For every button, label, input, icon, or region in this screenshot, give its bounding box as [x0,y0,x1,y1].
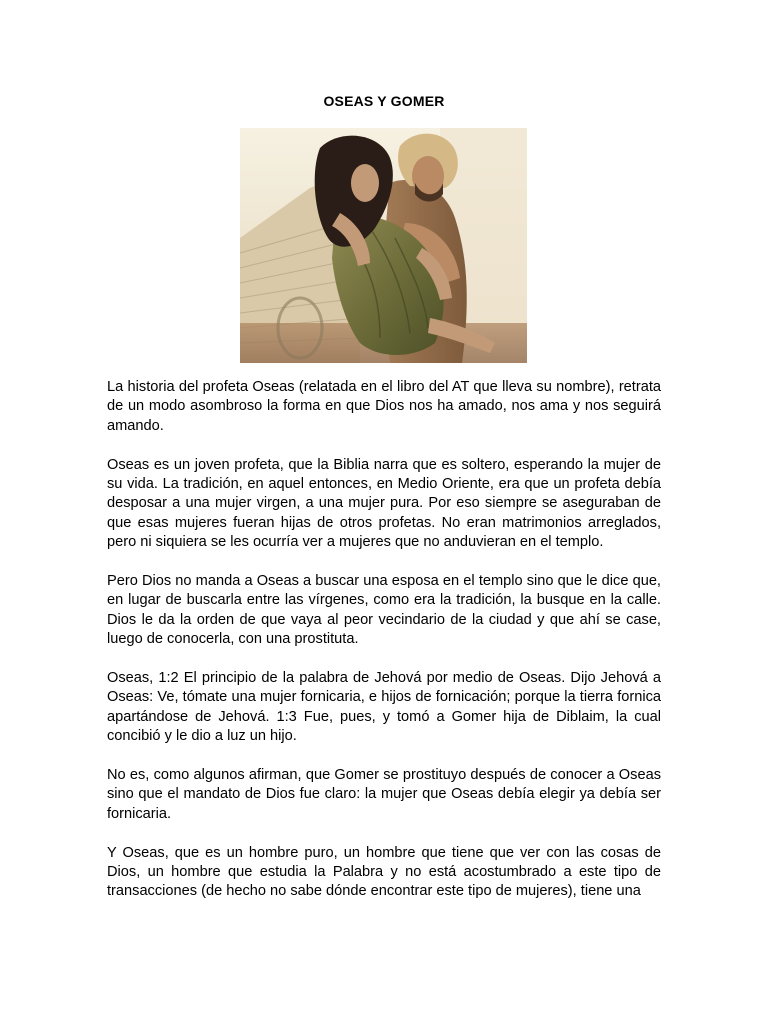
paragraph: Y Oseas, que es un hombre puro, un hombre que tiene que ver con las cosas de Dios, un hombre que estudia la Palabra y no está acostumbrado a este tipo de transacciones (de hecho no sabe dónde encontrar este tipo de mujeres), tiene una [107,844,661,900]
paragraph: Pero Dios no manda a Oseas a buscar una esposa en el templo sino que le dice que, en lugar de buscarla entre las vírgenes, como era la tradición, la busque en la calle. Dios le da la orden de que vaya al peor vecindario de la ciudad y que ahí se case, luego de conocerla, con una prostituta. [107,573,661,648]
paragraph: Oseas, 1:2 El principio de la palabra de Jehová por medio de Oseas. Dijo Jehová a Oseas: Ve, tómate una mujer fornicaria, e hijos de fornicación; porque la tierra fornica apartándose de Jehová. 1:3 Fue, pues, y tomó a Gomer hija de Diblaim, la cual concibió y le dio a luz un hijo. [107,670,661,745]
page-title: OSEAS Y GOMER [323,93,445,109]
couple-painting-icon [240,128,527,363]
paragraph: Oseas es un joven profeta, que la Biblia narra que es soltero, esperando la mujer de su vida. La tradición, en aquel entonces, en Medio Oriente, era que un profeta debía desposar a una mujer virgen, a una mujer pura. Por eso siempre se aseguraban de que esas mujeres fueran hijas de otros profetas. No eran matrimonios arreglados, pero ni siquiera se les ocurría ver a mujeres que no anduvieran en el templo. [107,456,661,551]
paragraph: La historia del profeta Oseas (relatada en el libro del AT que lleva su nombre), retrata de un modo asombroso la forma en que Dios nos ha amado, nos ama y nos seguirá amando. [107,379,661,434]
paragraph: No es, como algunos afirman, que Gomer se prostituyo después de conocer a Oseas sino que el mandato de Dios fue claro: la mujer que Oseas debía elegir ya debía ser fornicaria. [107,767,661,822]
article-body [107,378,661,921]
